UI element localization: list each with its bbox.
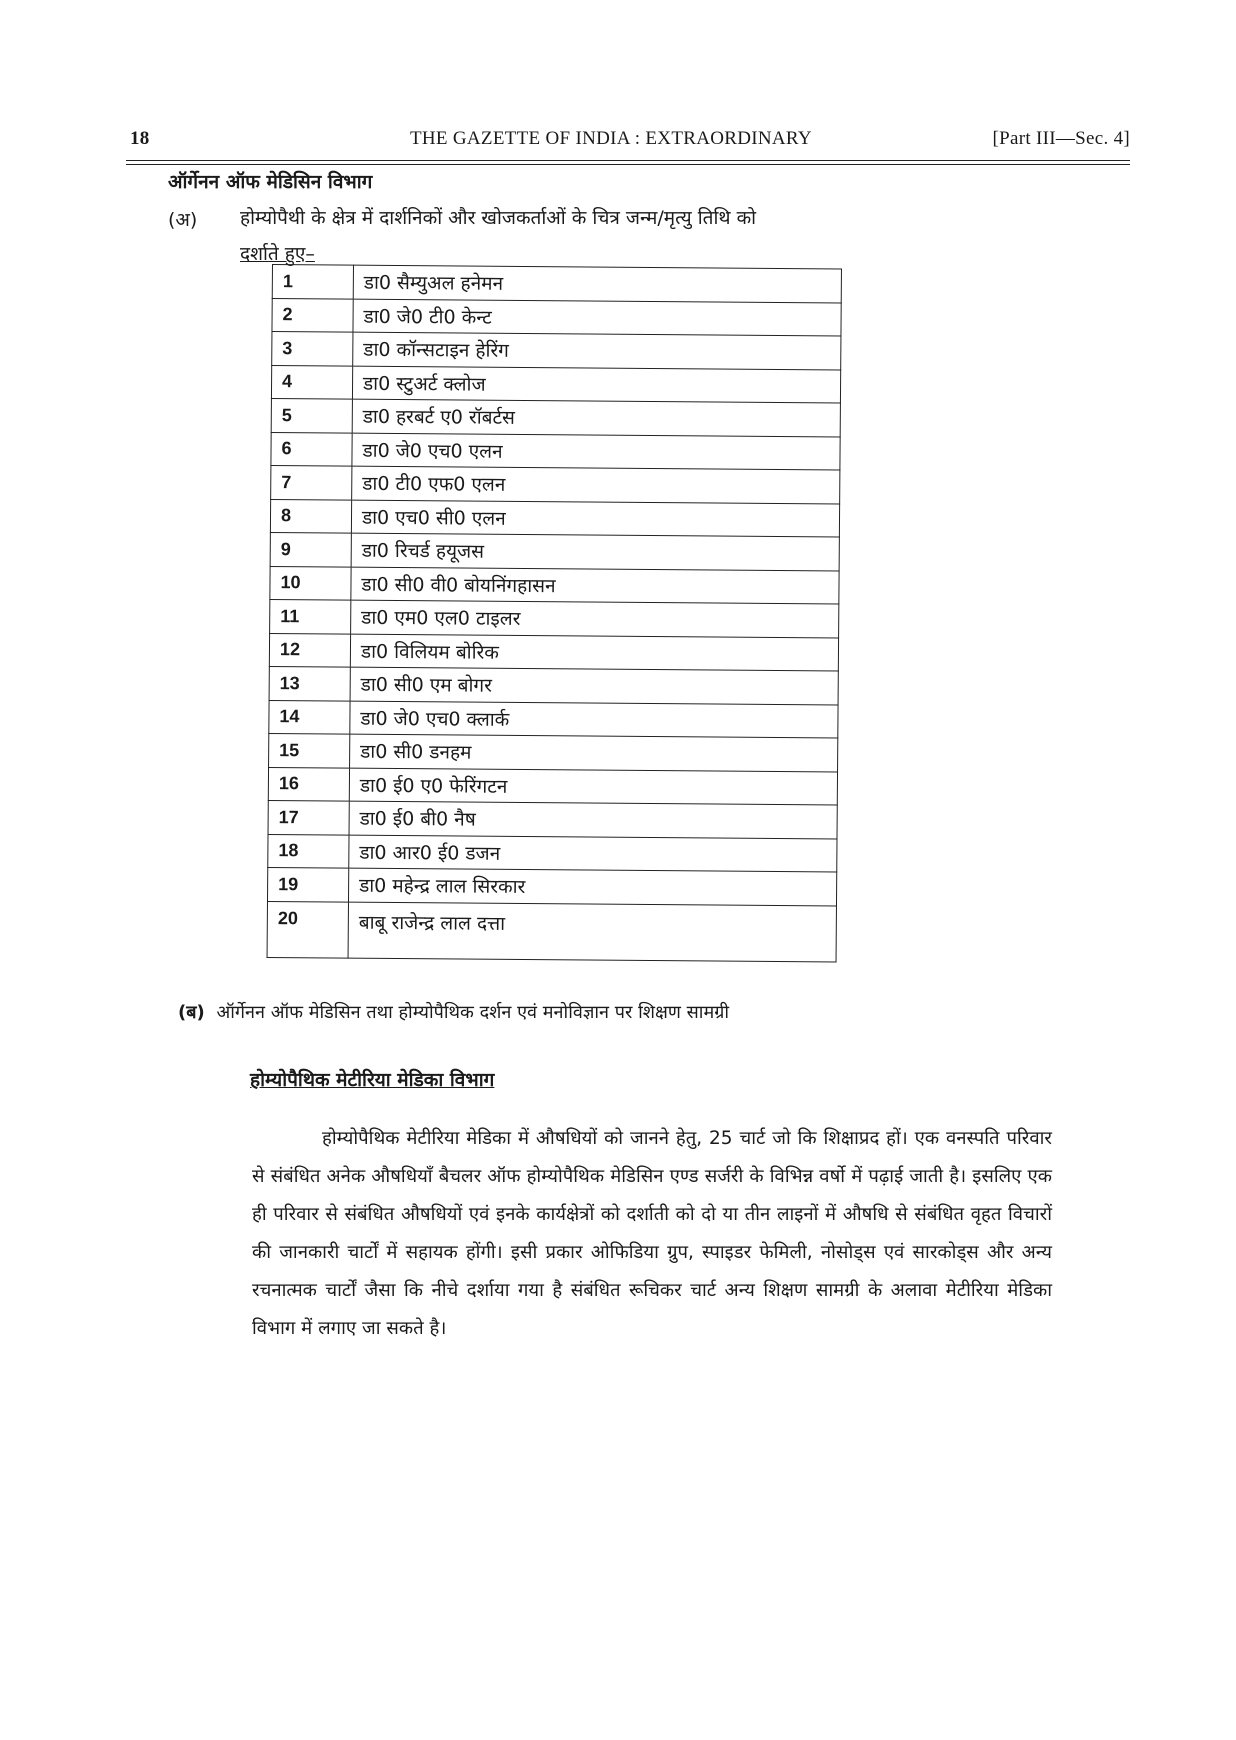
row-number: 10 [270,566,351,600]
part-section: [Part III—Sec. 4] [992,128,1130,149]
item-b-text: ऑर्गेनन ऑफ मेडिसिन तथा होम्योपैथिक दर्शन एवं मनोविज्ञान पर शिक्षण सामग्री [216,1002,730,1023]
materia-medica-paragraph: होम्योपैथिक मेटीरिया मेडिका में औषधियों को जानने हेतु, 25 चार्ट जो कि शिक्षाप्रद हों। एक वनस्पति परिवार से संबंधित अनेक औषधियाँ बैचलर ऑफ होम्योपैथिक मेडिसिन एण्ड सर्जरी के विभिन्न वर्षो में पढ़ाई जाती है। इसलिए एक ही परिवार से संबंधित औषधियों एवं इनके कार्यक्षेत्रों को दर्शाती को दो या तीन लाइनों में औषधि से संबंधित वृहत विचारों की जानकारी चार्टों में सहायक होंगी। इसी प्रकार ओफिडिया ग्रुप, स्पाइडर फेमिली, नोसोड्स एवं सारकोड्स और अन्य रचनात्मक चार्टों जैसा कि नीचे दर्शाया गया है संबंधित रूचिकर चार्ट अन्य शिक्षण सामग्री के अलावा मेटीरिया मेडिका विभाग में लगाए जा सकते है। [252,1128,1052,1339]
philosophers-table [267,264,842,962]
gazette-title: THE GAZETTE OF INDIA : EXTRAORDINARY [410,128,812,149]
row-name: डा0 सी0 डनहम [350,734,838,771]
row-number: 3 [272,332,353,366]
row-number: 18 [268,834,349,868]
row-name: डा0 रिचर्ड हयूजस [351,533,839,570]
table-row [270,599,839,637]
row-number: 8 [270,499,351,533]
page-number: 18 [130,128,150,149]
table-row [269,666,838,704]
row-name: डा0 जे0 टी0 केन्ट [353,299,841,336]
table-row [269,700,838,738]
row-number: 15 [269,733,350,767]
section-title-organon: ऑर्गेनन ऑफ मेडिसिन विभाग [168,171,373,193]
table-row [268,834,837,872]
row-number: 17 [268,800,349,834]
table-row [272,265,841,303]
item-a-line1: होम्योपैथी के क्षेत्र में दार्शनिकों और खोजकर्ताओं के चित्र जन्म/मृत्यु तिथि को [240,207,757,229]
row-name: डा0 एच0 सी0 एलन [351,500,839,537]
row-number: 11 [270,599,351,633]
gazette-header [130,128,1130,158]
table-row [267,867,836,905]
row-name: डा0 ई0 बी0 नैष [349,801,837,838]
row-name: डा0 कॉन्सटाइन हेरिंग [353,332,841,369]
row-name: डा0 हरबर्ट ए0 रॉबर्टस [352,399,840,436]
row-name: डा0 जे0 एच0 क्लार्क [350,701,838,738]
section-title-materia-medica: होम्योपैथिक मेटीरिया मेडिका विभाग [250,1069,495,1091]
row-number: 20 [267,901,348,958]
header-rule-top [126,160,1130,161]
row-name: डा0 एम0 एल0 टाइलर [351,600,839,637]
row-name: डा0 स्टुअर्ट क्लोज [352,366,840,403]
row-number: 16 [268,767,349,801]
table-row [272,298,841,336]
row-name: डा0 सी0 वी0 बोयनिंगहासन [351,567,839,604]
item-a-line2: दर्शाते हुए– [240,243,315,265]
table-row [271,398,840,436]
row-name: डा0 जे0 एच0 एलन [352,433,840,470]
table-row [271,432,840,470]
item-b [178,1000,1018,1024]
row-name: डा0 सी0 एम बोगर [350,667,838,704]
table-row [268,800,837,838]
row-number: 7 [271,465,352,499]
table-row [272,332,841,370]
row-name: बाबू राजेन्द्र लाल दत्ता [348,902,836,962]
row-name: डा0 विलियम बोरिक [350,634,838,671]
row-name: डा0 ई0 ए0 फेरिंगटन [349,768,837,805]
table-row [269,633,838,671]
row-number: 1 [272,265,353,299]
row-number: 12 [269,633,350,667]
row-number: 6 [271,432,352,466]
table-row [268,767,837,805]
header-rule-bottom [126,164,1130,165]
row-number: 9 [270,532,351,566]
table-row [269,733,838,771]
table-row [270,499,839,537]
table-row [270,532,839,570]
row-name: डा0 सैम्युअल हनेमन [353,265,841,302]
item-a-text [240,200,1000,272]
table-row [271,465,840,503]
row-number: 2 [272,298,353,332]
table-row [267,901,836,961]
row-name: डा0 टी0 एफ0 एलन [352,466,840,503]
row-number: 14 [269,700,350,734]
row-number: 5 [271,398,352,432]
item-a-label: (अ) [168,209,198,231]
row-number: 19 [267,867,348,901]
item-b-label: (ब) [178,1002,205,1023]
row-number: 4 [271,365,352,399]
row-name: डा0 महेन्द्र लाल सिरकार [348,868,836,905]
row-name: डा0 आर0 ई0 डजन [349,835,837,872]
table-row [270,566,839,604]
table-row [271,365,840,403]
row-number: 13 [269,666,350,700]
